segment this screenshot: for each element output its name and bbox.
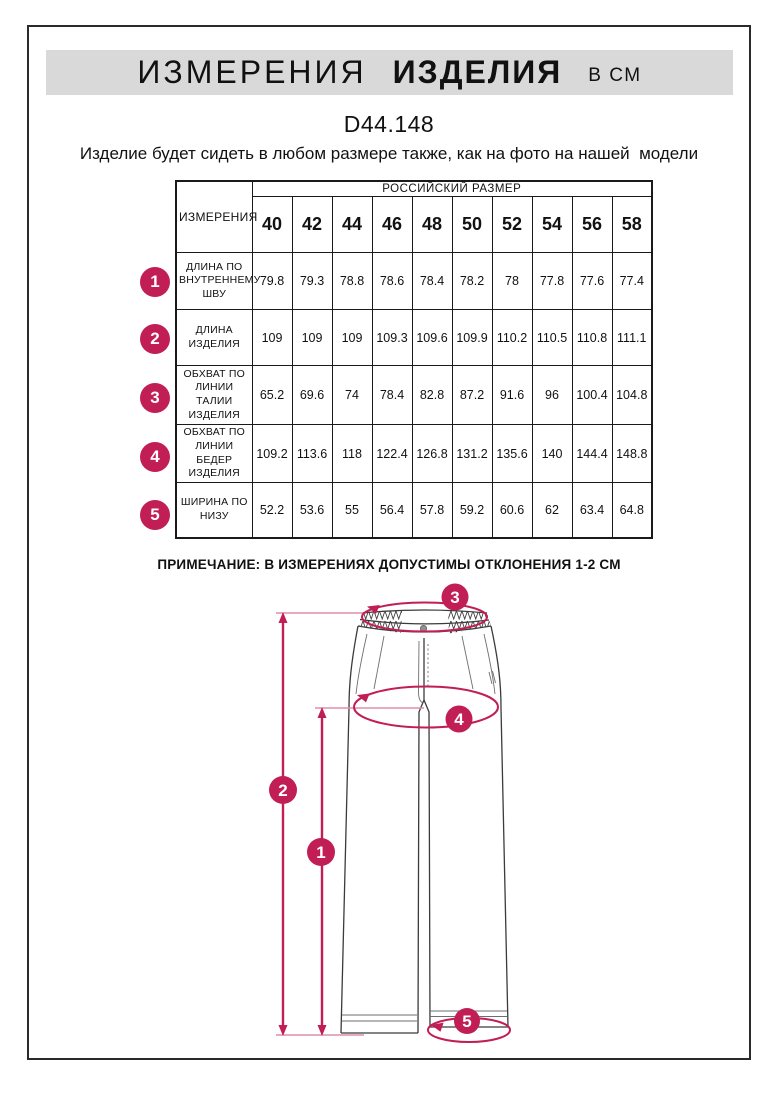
measurement-value: 113.6 xyxy=(292,425,332,483)
measurement-value: 57.8 xyxy=(412,483,452,539)
size-header: 50 xyxy=(452,197,492,253)
measurement-value: 126.8 xyxy=(412,425,452,483)
measurement-value: 79.3 xyxy=(292,253,332,310)
title-units: В СМ xyxy=(588,65,642,86)
table-row xyxy=(176,366,652,425)
measurement-value: 77.6 xyxy=(572,253,612,310)
subtitle: Изделие будет сидеть в любом размере также, как на фото на нашей модели xyxy=(79,144,699,163)
measurement-value: 118 xyxy=(332,425,372,483)
measurement-value: 109.2 xyxy=(252,425,292,483)
measurement-value: 65.2 xyxy=(252,366,292,425)
size-header: 42 xyxy=(292,197,332,253)
measurement-value: 110.5 xyxy=(532,310,572,366)
size-header: 58 xyxy=(612,197,652,253)
marker-number-3: 3 xyxy=(450,588,460,607)
row-marker-3: 3 xyxy=(140,383,170,413)
measurement-value: 110.2 xyxy=(492,310,532,366)
table-row xyxy=(176,483,652,539)
measurement-value: 109 xyxy=(332,310,372,366)
measurement-value: 109.6 xyxy=(412,310,452,366)
table-corner-header: ИЗМЕРЕНИЯ xyxy=(176,181,252,253)
table-group-row xyxy=(176,181,652,197)
pants-diagram xyxy=(0,580,778,1055)
measurement-value: 78.4 xyxy=(372,366,412,425)
measurement-value: 78.6 xyxy=(372,253,412,310)
measurement-label: ОБХВАТ ПО ЛИНИИ ТАЛИИ ИЗДЕЛИЯ xyxy=(176,366,252,425)
length-arrowheads xyxy=(279,612,327,1036)
measurement-value: 53.6 xyxy=(292,483,332,539)
measurement-value: 110.8 xyxy=(572,310,612,366)
size-header: 52 xyxy=(492,197,532,253)
row-marker-1: 1 xyxy=(140,267,170,297)
measurement-value: 135.6 xyxy=(492,425,532,483)
measurement-value: 111.1 xyxy=(612,310,652,366)
measurement-value: 52.2 xyxy=(252,483,292,539)
tolerance-note: ПРИМЕЧАНИЕ: В ИЗМЕРЕНИЯХ ДОПУСТИМЫ ОТКЛОНЕНИЯ 1-2 СМ xyxy=(157,557,621,572)
marker-number-4: 4 xyxy=(454,710,464,729)
table-row xyxy=(176,310,652,366)
measurement-value: 122.4 xyxy=(372,425,412,483)
measurement-value: 82.8 xyxy=(412,366,452,425)
measurement-value: 78.4 xyxy=(412,253,452,310)
measurement-value: 109 xyxy=(252,310,292,366)
measurement-value: 77.8 xyxy=(532,253,572,310)
measurement-label: ШИРИНА ПО НИЗУ xyxy=(176,483,252,539)
measurement-label: ДЛИНА ПО ВНУТРЕННЕМУ ШВУ xyxy=(176,253,252,310)
length-arrows xyxy=(283,618,322,1030)
pants-outline xyxy=(341,610,508,1033)
size-header: 40 xyxy=(252,197,292,253)
table-row xyxy=(176,425,652,483)
measurement-value: 91.6 xyxy=(492,366,532,425)
measurement-value: 100.4 xyxy=(572,366,612,425)
size-header: 46 xyxy=(372,197,412,253)
measurement-value: 131.2 xyxy=(452,425,492,483)
measurement-value: 78.8 xyxy=(332,253,372,310)
measurement-value: 109 xyxy=(292,310,332,366)
measurement-value: 96 xyxy=(532,366,572,425)
measurement-value: 69.6 xyxy=(292,366,332,425)
product-code: D44.148 xyxy=(343,111,435,137)
table-row xyxy=(176,253,652,310)
title-word-product: ИЗДЕЛИЯ xyxy=(392,54,563,90)
measurement-value: 60.6 xyxy=(492,483,532,539)
size-header: 56 xyxy=(572,197,612,253)
measurements-table xyxy=(175,180,653,539)
row-marker-4: 4 xyxy=(140,442,170,472)
measurement-value: 74 xyxy=(332,366,372,425)
size-header: 54 xyxy=(532,197,572,253)
measurement-value: 59.2 xyxy=(452,483,492,539)
marker-number-5: 5 xyxy=(462,1012,472,1031)
hip-girth-ellipse xyxy=(354,687,498,728)
girth-ellipses xyxy=(354,603,510,1043)
measurement-value: 104.8 xyxy=(612,366,652,425)
marker-number-1: 1 xyxy=(316,843,326,862)
row-marker-5: 5 xyxy=(140,500,170,530)
measurement-value: 62 xyxy=(532,483,572,539)
measurement-value: 109.3 xyxy=(372,310,412,366)
measurement-value: 140 xyxy=(532,425,572,483)
marker-number-2: 2 xyxy=(278,781,288,800)
measurement-value: 64.8 xyxy=(612,483,652,539)
measurement-value: 63.4 xyxy=(572,483,612,539)
measurement-value: 87.2 xyxy=(452,366,492,425)
size-header: 44 xyxy=(332,197,372,253)
measurement-value: 55 xyxy=(332,483,372,539)
measurement-value: 148.8 xyxy=(612,425,652,483)
row-marker-2: 2 xyxy=(140,324,170,354)
table-group-header: РОССИЙСКИЙ РАЗМЕР xyxy=(252,181,652,197)
measurement-value: 144.4 xyxy=(572,425,612,483)
measurement-label: ДЛИНА ИЗДЕЛИЯ xyxy=(176,310,252,366)
measurement-value: 77.4 xyxy=(612,253,652,310)
measurement-value: 79.8 xyxy=(252,253,292,310)
measurement-value: 78 xyxy=(492,253,532,310)
title-word-measurements: ИЗМЕРЕНИЯ xyxy=(137,54,367,90)
measurement-value: 78.2 xyxy=(452,253,492,310)
measurement-value: 56.4 xyxy=(372,483,412,539)
title-bar xyxy=(46,50,733,95)
measurement-label: ОБХВАТ ПО ЛИНИИ БЕДЕР ИЗДЕЛИЯ xyxy=(176,425,252,483)
size-header: 48 xyxy=(412,197,452,253)
diagram-markers xyxy=(269,584,480,1035)
measurement-value: 109.9 xyxy=(452,310,492,366)
